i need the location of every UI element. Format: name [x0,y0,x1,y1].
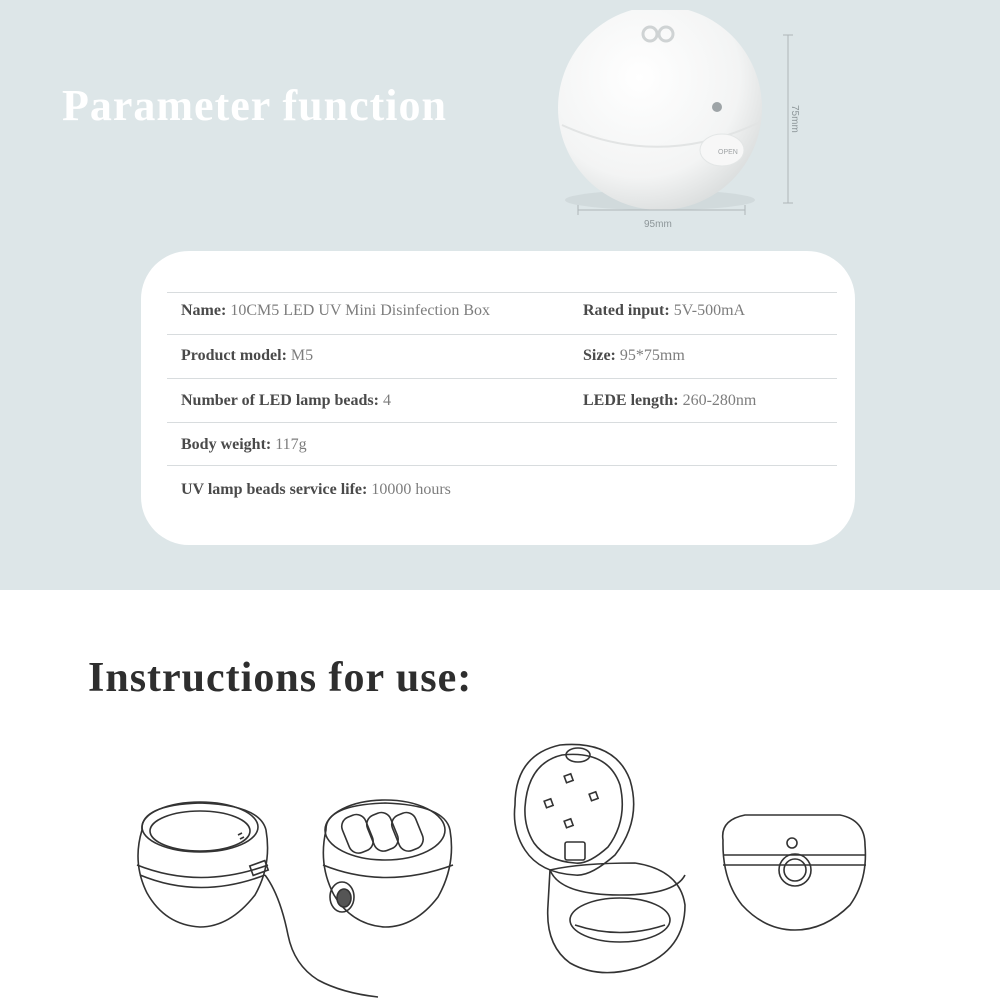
section-title: Parameter function [62,81,447,130]
instruction-illustrations [120,735,880,1000]
open-button-label: OPEN [718,149,738,156]
spec-key: Product model: [181,347,287,364]
instructions-title: Instructions for use: [88,655,473,701]
spec-key: LEDE length: [583,392,679,409]
spec-value: 4 [382,392,391,409]
spec-value: 260-280nm [682,392,757,409]
spec-card [141,251,855,545]
divider [167,465,837,466]
spec-row [167,334,837,378]
spec-key: Size: [583,347,616,364]
spec-value: 95*75mm [619,347,685,364]
spec-key: Name: [181,302,227,319]
spec-key: UV lamp beads service life: [181,481,368,498]
spec-value: 10000 hours [371,481,451,498]
indicator-light-icon [712,102,722,112]
spec-row [167,423,837,467]
spec-row [167,379,837,423]
battery-compartment-illustration [323,800,453,927]
open-box-illustration [514,744,685,972]
spec-key: Number of LED lamp beads: [181,392,379,409]
spec-value: 10CM5 LED UV Mini Disinfection Box [230,302,491,319]
spec-value: 5V-500mA [673,302,746,319]
width-dimension-label: 95mm [644,219,672,230]
spec-row [167,289,837,333]
product-photo [540,10,810,235]
height-dimension-label: 75mm [789,105,800,133]
spec-value: 117g [275,436,307,453]
spec-row [167,468,837,512]
spec-key: Body weight: [181,436,272,453]
front-view-illustration [723,815,866,930]
spec-value: M5 [290,347,314,364]
spec-key: Rated input: [583,302,670,319]
